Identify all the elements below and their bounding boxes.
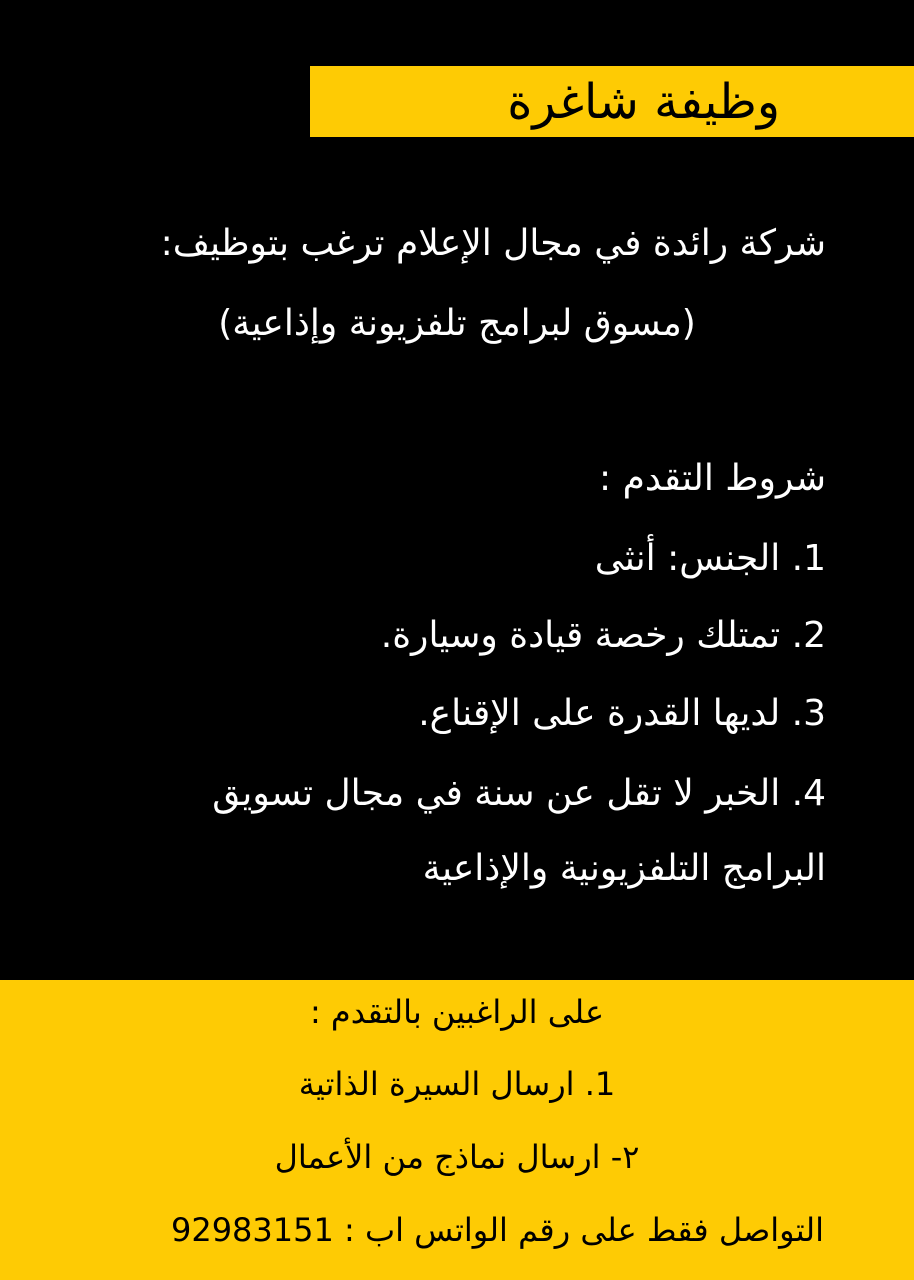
condition-item-2: 2. تمتلك رخصة قيادة وسيارة. <box>380 615 826 656</box>
condition-item-3: 3. لديها القدرة على الإقناع. <box>418 693 826 734</box>
apply-step-1: 1. ارسال السيرة الذاتية <box>298 1065 616 1103</box>
apply-step-2: ٢- ارسال نماذج من الأعمال <box>274 1138 640 1176</box>
conditions-heading: شروط التقدم : <box>599 458 826 499</box>
whatsapp-phone-number[interactable]: 92983151 <box>170 1211 334 1249</box>
condition-item-1: 1. الجنس: أنثى <box>594 538 826 579</box>
apply-heading: على الراغبين بالتقدم : <box>309 993 605 1031</box>
contact-line <box>171 1208 824 1252</box>
contact-label: التواصل فقط على رقم الواتس اب : <box>344 1211 824 1249</box>
condition-item-4: 4. الخبر لا تقل عن سنة في مجال تسويق <box>212 773 826 814</box>
page-title: وظيفة شاغرة <box>507 74 780 130</box>
intro-line-2: (مسوق لبرامج تلفزيونة وإذاعية) <box>218 303 696 344</box>
condition-item-4-continued: البرامج التلفزيونية والإذاعية <box>422 848 826 889</box>
intro-line-1: شركة رائدة في مجال الإعلام ترغب بتوظيف: <box>160 223 826 264</box>
